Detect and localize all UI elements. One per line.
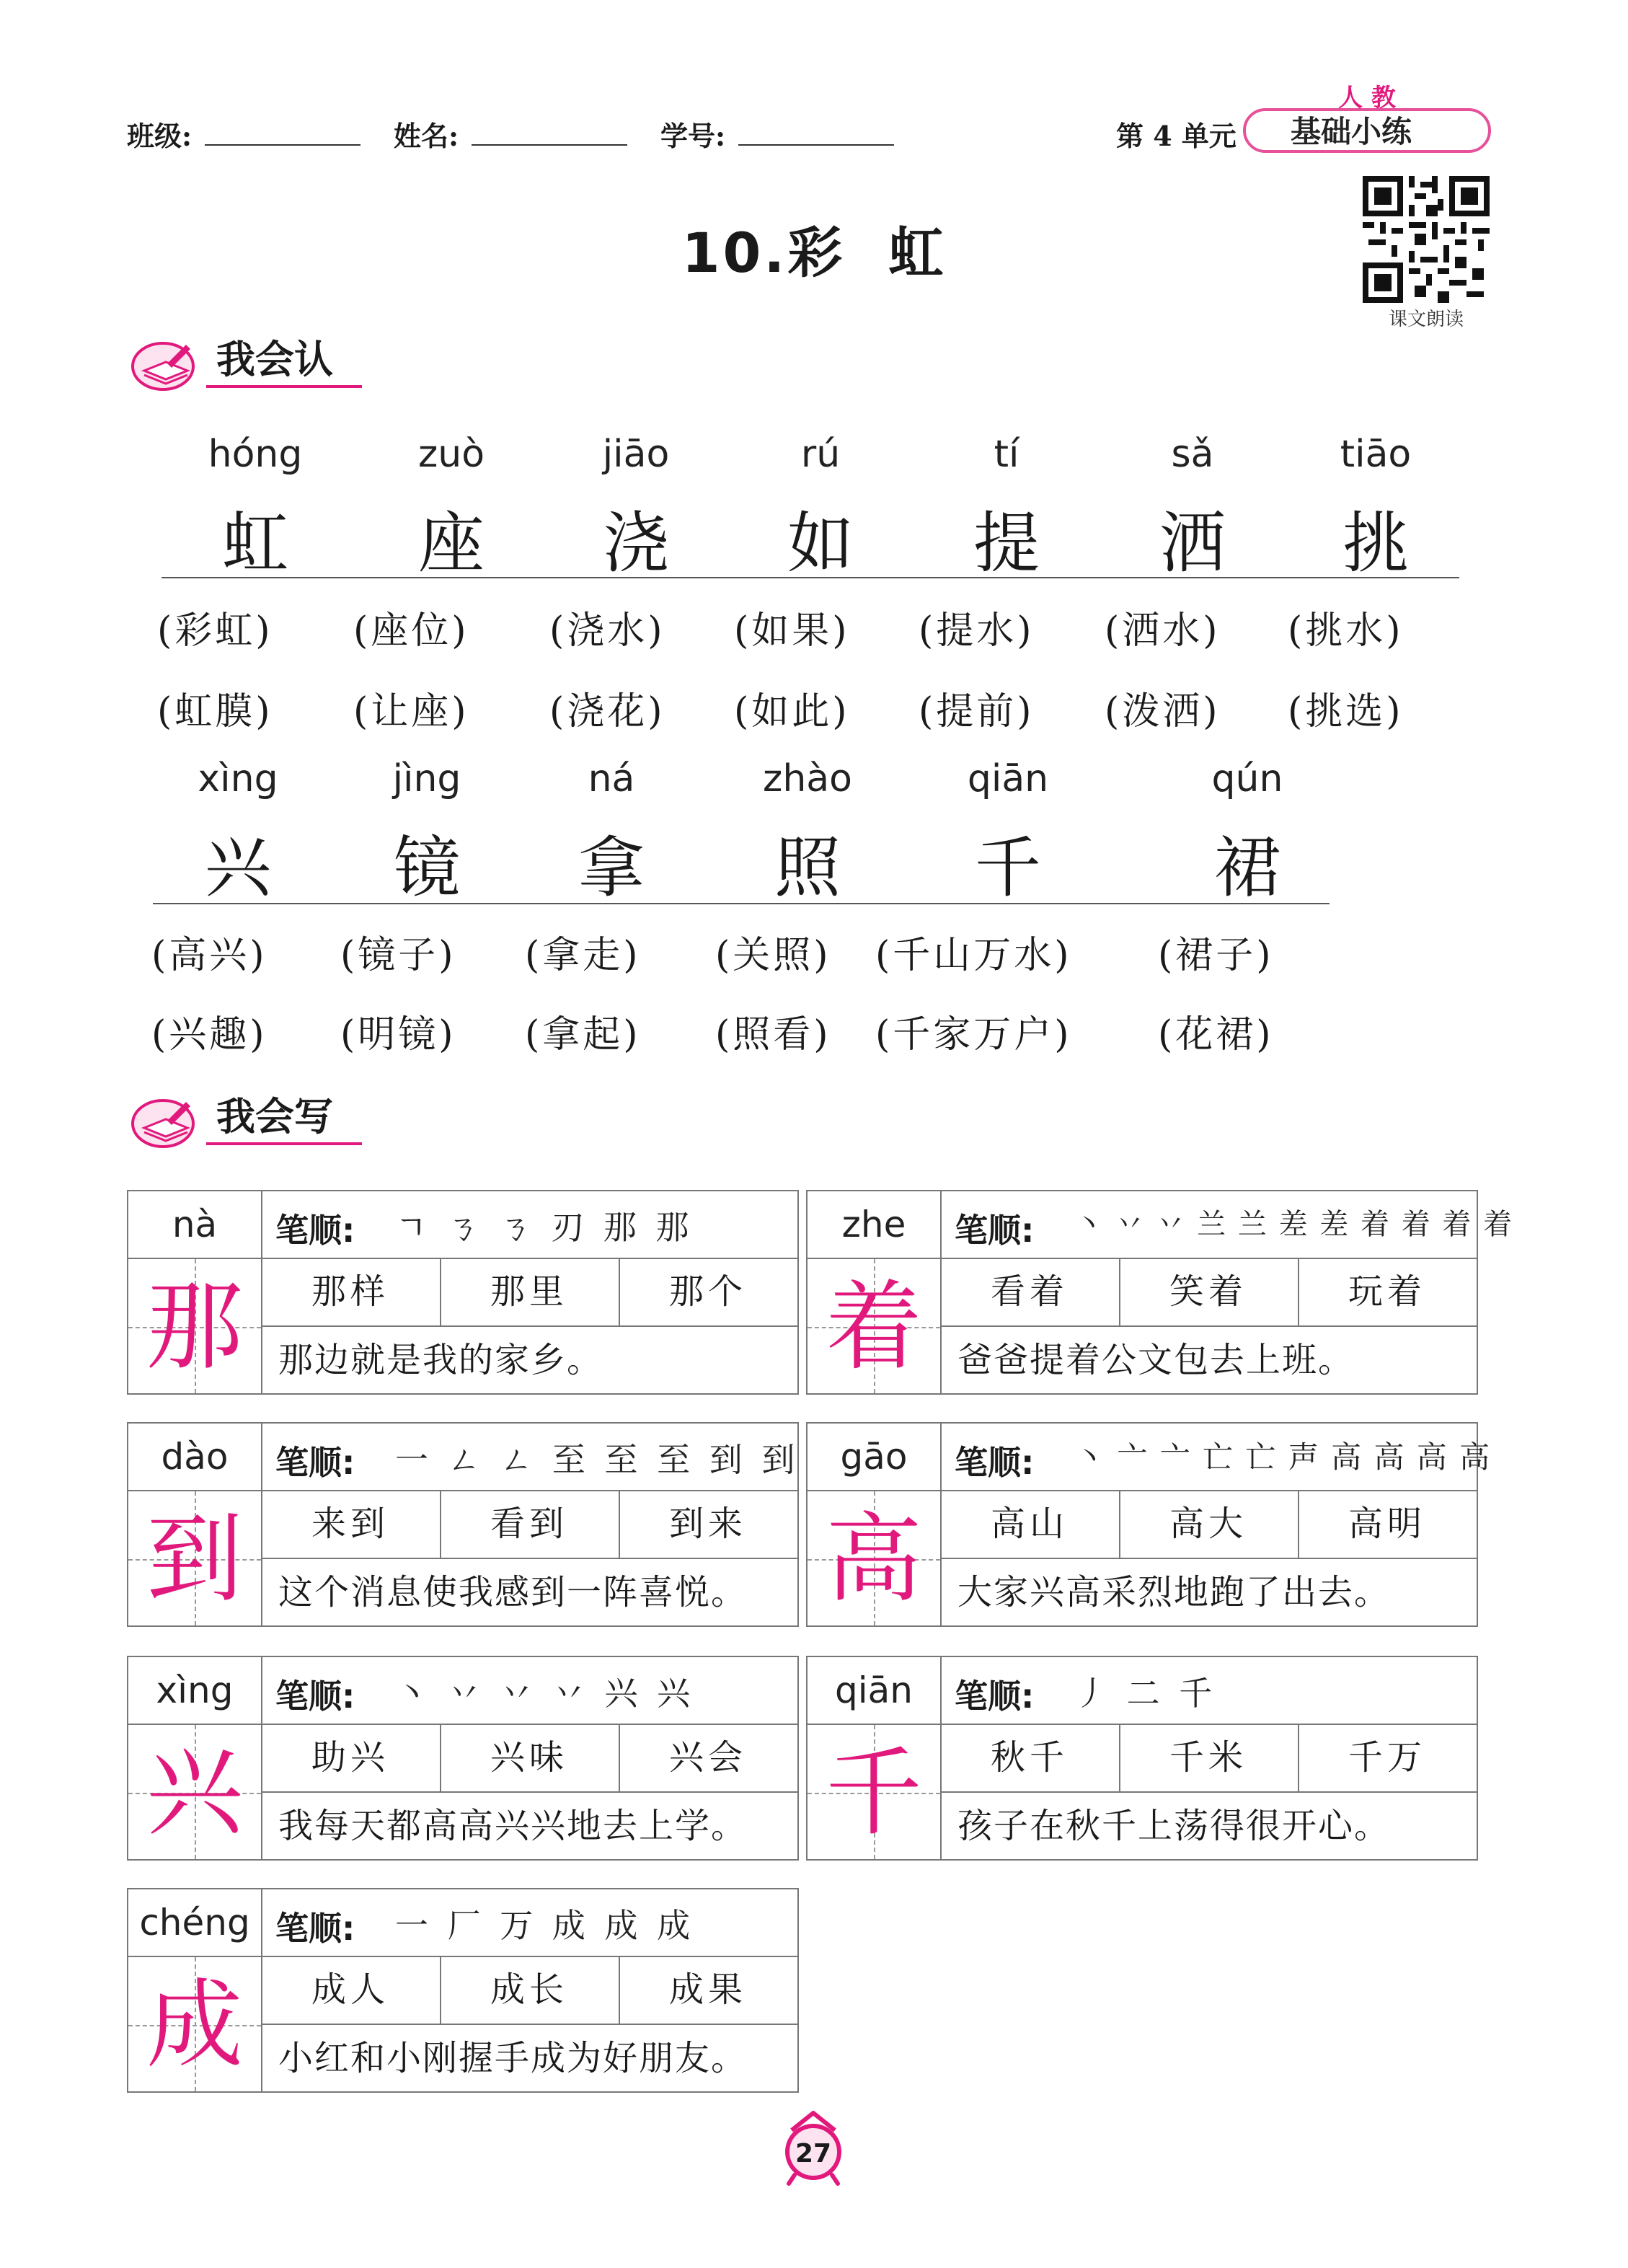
number-label: 学号: xyxy=(660,120,726,152)
example-sentence: 那边就是我的家乡。 xyxy=(278,1340,603,1380)
example-word: 看到 xyxy=(490,1504,568,1544)
char-ru: 如 xyxy=(787,505,854,582)
pinyin-hong: hóng xyxy=(208,433,303,476)
book-pen-icon xyxy=(130,1092,202,1150)
pinyin-jiao: jiāo xyxy=(602,433,670,476)
class-blank[interactable] xyxy=(205,144,360,146)
pinyin-qian: qiān xyxy=(967,757,1049,800)
stroke-order: 一 ㄥ ㄥ 至 至 至 到 到 xyxy=(395,1440,800,1479)
char-hong: 虹 xyxy=(221,505,288,582)
edition-label: 人 教 xyxy=(1338,84,1396,112)
char-jiao: 浇 xyxy=(602,505,669,582)
pinyin-sa: sǎ xyxy=(1171,433,1214,476)
class-label: 班级: xyxy=(127,120,193,152)
word-gaoxing: (高兴) xyxy=(151,934,267,977)
char-qian: 千 xyxy=(974,829,1041,906)
word-tiaoshui: (挑水) xyxy=(1288,609,1404,653)
example-word: 那里 xyxy=(490,1271,568,1312)
write-box-xing xyxy=(127,1656,799,1861)
book-pen-icon xyxy=(130,335,202,392)
example-sentence: 这个消息使我感到一阵喜悦。 xyxy=(278,1572,748,1612)
word-tishui: (提水) xyxy=(919,609,1035,653)
char-zhao: 照 xyxy=(774,829,841,906)
write-box-gao xyxy=(806,1422,1492,1627)
title-char-2: 虹 xyxy=(888,221,947,285)
example-word: 秋千 xyxy=(990,1737,1069,1778)
pinyin-xing: xìng xyxy=(198,757,278,800)
word-jiaoshui: (浇水) xyxy=(549,609,665,653)
example-word: 成长 xyxy=(490,1969,568,2010)
word-nazou: (拿走) xyxy=(525,934,641,977)
example-word: 玩着 xyxy=(1348,1271,1426,1312)
example-word: 到来 xyxy=(668,1504,747,1544)
stroke-order-label: 笔顺: xyxy=(275,1909,355,1948)
name-label: 姓名: xyxy=(394,120,459,152)
example-sentence: 小红和小刚握手成为好朋友。 xyxy=(278,2038,748,2078)
recognize-underline xyxy=(206,385,362,388)
word-zhaokan: (照看) xyxy=(715,1013,831,1056)
word-caihong: (彩虹) xyxy=(157,609,273,653)
stroke-order-label: 笔顺: xyxy=(955,1211,1035,1250)
example-word: 高大 xyxy=(1169,1504,1247,1544)
qr-code-icon[interactable] xyxy=(1363,176,1490,303)
word-qianshanwanshui: (千山万水) xyxy=(875,934,1072,977)
example-sentence: 我每天都高高兴兴地去上学。 xyxy=(278,1806,748,1846)
word-qunzi: (裙子) xyxy=(1158,934,1274,977)
pinyin-ti: tí xyxy=(994,433,1019,476)
char-tiao: 挑 xyxy=(1342,505,1409,582)
example-word: 兴味 xyxy=(490,1737,568,1778)
write-box-na xyxy=(127,1190,799,1395)
word-zuowei: (座位) xyxy=(353,609,469,653)
box-pinyin: nà xyxy=(172,1204,218,1245)
pinyin-ru: rú xyxy=(800,433,841,476)
example-word: 成果 xyxy=(668,1969,747,2010)
example-word: 助兴 xyxy=(311,1737,389,1778)
word-ruci: (如此) xyxy=(734,690,850,733)
word-mingjing: (明镜) xyxy=(340,1013,456,1056)
word-qianjiawanhu: (千家万户) xyxy=(875,1013,1072,1056)
write-box-qian xyxy=(806,1656,1478,1861)
word-ruguo: (如果) xyxy=(734,609,850,653)
box-pinyin: xìng xyxy=(156,1669,234,1711)
pinyin-zuo: zuò xyxy=(417,433,485,476)
name-blank[interactable] xyxy=(472,144,627,146)
stroke-order-label: 笔顺: xyxy=(955,1443,1035,1482)
stroke-order: 一 厂 万 成 成 成 xyxy=(395,1906,695,1945)
example-word: 高山 xyxy=(990,1504,1069,1544)
example-word: 千万 xyxy=(1348,1737,1426,1778)
title-char-1: 彩 xyxy=(787,221,846,285)
word-jiaohua: (浇花) xyxy=(549,690,665,733)
word-sashui: (洒水) xyxy=(1105,609,1221,653)
stroke-order: 丿 二 千 xyxy=(1074,1674,1217,1713)
example-word: 成人 xyxy=(311,1969,389,2010)
write-underline xyxy=(206,1142,362,1145)
page-number: 27 xyxy=(795,2139,832,2168)
word-tiqian: (提前) xyxy=(919,690,1035,733)
big-character: 千 xyxy=(825,1737,922,1849)
char-na: 拿 xyxy=(578,829,645,906)
word-rangzuo: (让座) xyxy=(353,690,469,733)
example-word: 那样 xyxy=(311,1271,389,1312)
stroke-order: 丶 丷 丷 丷 兴 兴 xyxy=(395,1674,695,1713)
example-word: 千米 xyxy=(1169,1737,1247,1778)
unit-label: 第 4 单元 xyxy=(1116,120,1237,152)
char-jing: 镜 xyxy=(393,829,460,906)
box-pinyin: chéng xyxy=(139,1902,250,1943)
example-sentence: 大家兴高采烈地跑了出去。 xyxy=(957,1572,1391,1612)
example-word: 看着 xyxy=(990,1271,1069,1312)
stroke-order-label: 笔顺: xyxy=(275,1443,355,1482)
word-guanzhao: (关照) xyxy=(715,934,831,977)
stroke-order-label: 笔顺: xyxy=(275,1211,355,1250)
number-blank[interactable] xyxy=(738,144,894,146)
example-word: 高明 xyxy=(1348,1504,1426,1544)
big-character: 着 xyxy=(825,1271,922,1383)
char-ti: 提 xyxy=(973,505,1040,582)
example-sentence: 爸爸提着公文包去上班。 xyxy=(957,1340,1355,1380)
word-posa: (泼洒) xyxy=(1105,690,1221,733)
word-huaqun: (花裙) xyxy=(1158,1013,1274,1056)
word-jingzi: (镜子) xyxy=(340,934,456,977)
stroke-order: 丶 丷 丷 兰 兰 差 差 着 着 着 着 xyxy=(1074,1208,1514,1241)
write-heading: 我会写 xyxy=(216,1093,333,1139)
example-word: 兴会 xyxy=(668,1737,747,1778)
pinyin-zhao: zhào xyxy=(763,757,852,800)
pinyin-na: ná xyxy=(588,757,635,800)
char-xing: 兴 xyxy=(204,829,271,906)
example-word: 来到 xyxy=(311,1504,389,1544)
box-pinyin: gāo xyxy=(840,1436,908,1478)
word-hongmo: (虹膜) xyxy=(157,690,273,733)
word-tiaoxuan: (挑选) xyxy=(1288,690,1404,733)
box-pinyin: zhe xyxy=(841,1204,906,1245)
example-word: 笑着 xyxy=(1169,1271,1247,1312)
rule-line-1 xyxy=(162,577,1459,578)
big-character: 那 xyxy=(146,1271,243,1383)
brand-label: 基础小练 xyxy=(1291,114,1412,149)
title-number: 10. xyxy=(681,221,788,285)
write-box-dao xyxy=(127,1422,799,1627)
big-character: 成 xyxy=(146,1969,243,2081)
word-xingqu: (兴趣) xyxy=(151,1013,267,1056)
char-zuo: 座 xyxy=(417,505,485,582)
big-character: 到 xyxy=(146,1503,243,1615)
rule-line-2 xyxy=(153,903,1330,904)
big-character: 高 xyxy=(825,1503,922,1615)
write-box-cheng xyxy=(127,1888,799,2093)
big-character: 兴 xyxy=(146,1737,243,1849)
pinyin-tiao: tiāo xyxy=(1340,433,1412,476)
stroke-order-label: 笔顺: xyxy=(955,1677,1035,1716)
stroke-order: 丶 亠 亠 亡 亡 声 高 高 高 高 xyxy=(1074,1439,1492,1475)
stroke-order-label: 笔顺: xyxy=(275,1677,355,1716)
pinyin-jing: jìng xyxy=(392,757,461,800)
stroke-order: ㄱ ㄋ ㄋ 刃 那 那 xyxy=(395,1208,694,1247)
word-naqi: (拿起) xyxy=(525,1013,641,1056)
example-sentence: 孩子在秋千上荡得很开心。 xyxy=(957,1806,1391,1846)
recognize-heading: 我会认 xyxy=(216,336,333,382)
example-word: 那个 xyxy=(668,1271,747,1312)
box-pinyin: dào xyxy=(161,1436,229,1478)
write-box-zhe xyxy=(806,1190,1514,1395)
pinyin-qun: qún xyxy=(1211,757,1283,800)
char-qun: 裙 xyxy=(1213,829,1280,906)
char-sa: 洒 xyxy=(1159,505,1226,582)
box-pinyin: qiān xyxy=(835,1669,913,1711)
qr-label: 课文朗读 xyxy=(1388,309,1464,330)
